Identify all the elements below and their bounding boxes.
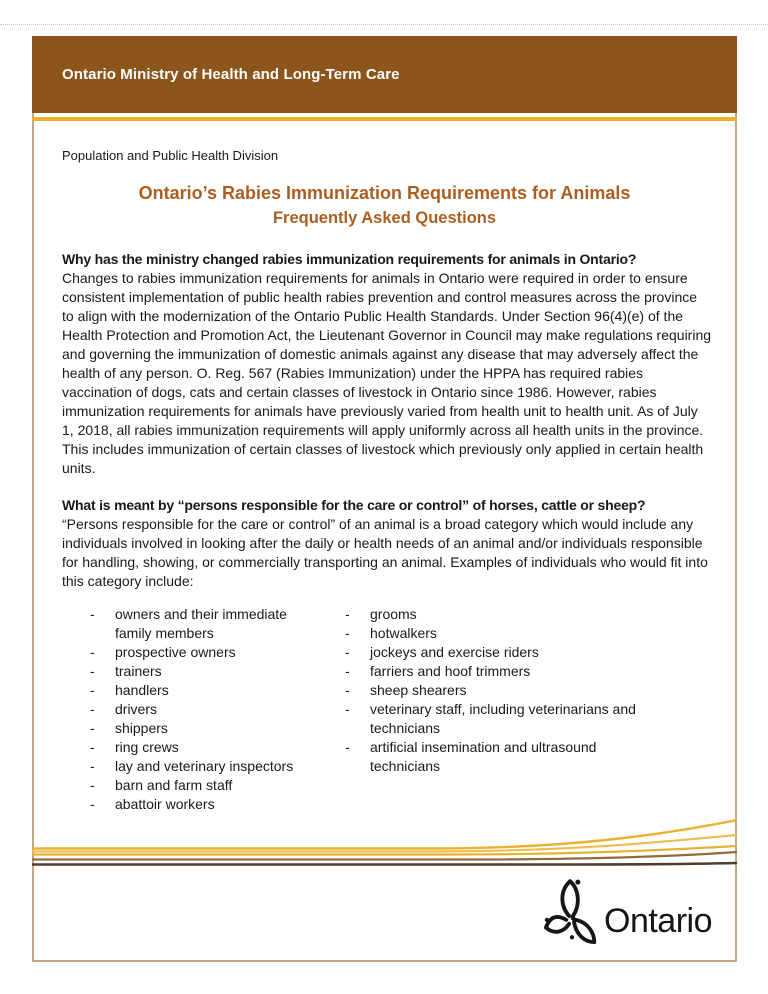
- list-item: - lay and veterinary inspectors: [90, 758, 294, 774]
- footer-decorative-curves: [32, 818, 737, 874]
- list-column-left: [90, 605, 345, 814]
- faq-section-2: [62, 496, 722, 591]
- dash-marker: -: [90, 720, 95, 736]
- list-item: - barn and farm staff: [90, 777, 233, 793]
- list-item: - veterinary staff, including veterinarians and technicians: [345, 701, 636, 736]
- list-item: - farriers and hoof trimmers: [345, 663, 531, 679]
- dash-marker: -: [345, 663, 350, 679]
- ontario-logo-text: Ontario: [604, 901, 712, 940]
- ministry-header-title: Ontario Ministry of Health and Long-Term Care: [62, 66, 400, 83]
- dash-marker: -: [345, 739, 350, 755]
- ontario-logo: [544, 876, 712, 956]
- dash-marker: -: [90, 682, 95, 698]
- list-column-right: [345, 605, 670, 814]
- list-item: - shippers: [90, 720, 168, 736]
- dash-marker: -: [345, 644, 350, 660]
- page-frame: [32, 36, 737, 962]
- dash-marker: -: [345, 606, 350, 622]
- list-item: - jockeys and exercise riders: [345, 644, 539, 660]
- responsible-persons-list: [90, 605, 670, 814]
- dash-marker: -: [90, 758, 95, 774]
- dash-marker: -: [345, 625, 350, 641]
- faq-section-1: [62, 250, 722, 478]
- dash-marker: -: [90, 777, 95, 793]
- page-top-separator: [0, 24, 768, 25]
- list-item: - drivers: [90, 701, 158, 717]
- list-item: - sheep shearers: [345, 682, 467, 698]
- dash-marker: -: [90, 739, 95, 755]
- trillium-icon: [544, 876, 602, 956]
- dash-marker: -: [90, 663, 95, 679]
- faq-answer-1: Changes to rabies immunization requirements for animals in Ontario were required in order to ensure consistent implementation of public health rabies prevention and control measures across the province to align with the modernization of the Ontario Public Health Standards. Under Section 96(4)(e) of the Health Protection and Promotion Act, the Lieutenant Governor in Council may make regulations requiring and governing the immunization of domestic animals against any disease that may adversely affect the health of any person. O. Reg. 567 (Rabies Immunization) under the HPPA has required rabies vaccination of dogs, cats and certain classes of livestock in Ontario since 1986. However, rabies immunization requirements for animals have previously varied from health unit to health unit. As of July 1, 2018, all rabies immunization requirements will apply uniformly across all health units in the province. This includes immunization of certain classes of livestock which previously only applied in certain health units.: [62, 270, 712, 476]
- list-item: - artificial insemination and ultrasound technicians: [345, 739, 597, 774]
- list-item: - owners and their immediate family members: [90, 606, 287, 641]
- ministry-header-bar: [32, 36, 737, 113]
- document-title-block: [62, 181, 707, 231]
- list-item: - trainers: [90, 663, 162, 679]
- dash-marker: -: [345, 701, 350, 717]
- list-item: - ring crews: [90, 739, 179, 755]
- division-label: Population and Public Health Division: [62, 148, 279, 163]
- dash-marker: -: [90, 701, 95, 717]
- dash-marker: -: [345, 682, 350, 698]
- document-subtitle: Frequently Asked Questions: [272, 209, 497, 227]
- faq-question-1: Why has the ministry changed rabies immunization requirements for animals in Ontario?: [62, 251, 637, 267]
- dash-marker: -: [90, 796, 95, 812]
- list-item: - handlers: [90, 682, 169, 698]
- faq-question-2: What is meant by “persons responsible for the care or control” of horses, cattle or sheep?: [62, 497, 646, 513]
- list-item: - prospective owners: [90, 644, 236, 660]
- dash-marker: -: [90, 644, 95, 660]
- dash-marker: -: [90, 606, 95, 622]
- document-title: Ontario’s Rabies Immunization Requirements for Animals: [138, 183, 631, 203]
- header-gold-rule: [32, 117, 737, 121]
- list-item: - abattoir workers: [90, 796, 215, 812]
- faq-answer-2: “Persons responsible for the care or control” of an animal is a broad category which would include any individuals involved in looking after the daily or health needs of an animal and/or individuals responsible for handling, showing, or commercially transporting an animal. Examples of individuals who would fit into this category include:: [62, 516, 708, 589]
- list-item: - grooms: [345, 606, 417, 622]
- list-item: - hotwalkers: [345, 625, 437, 641]
